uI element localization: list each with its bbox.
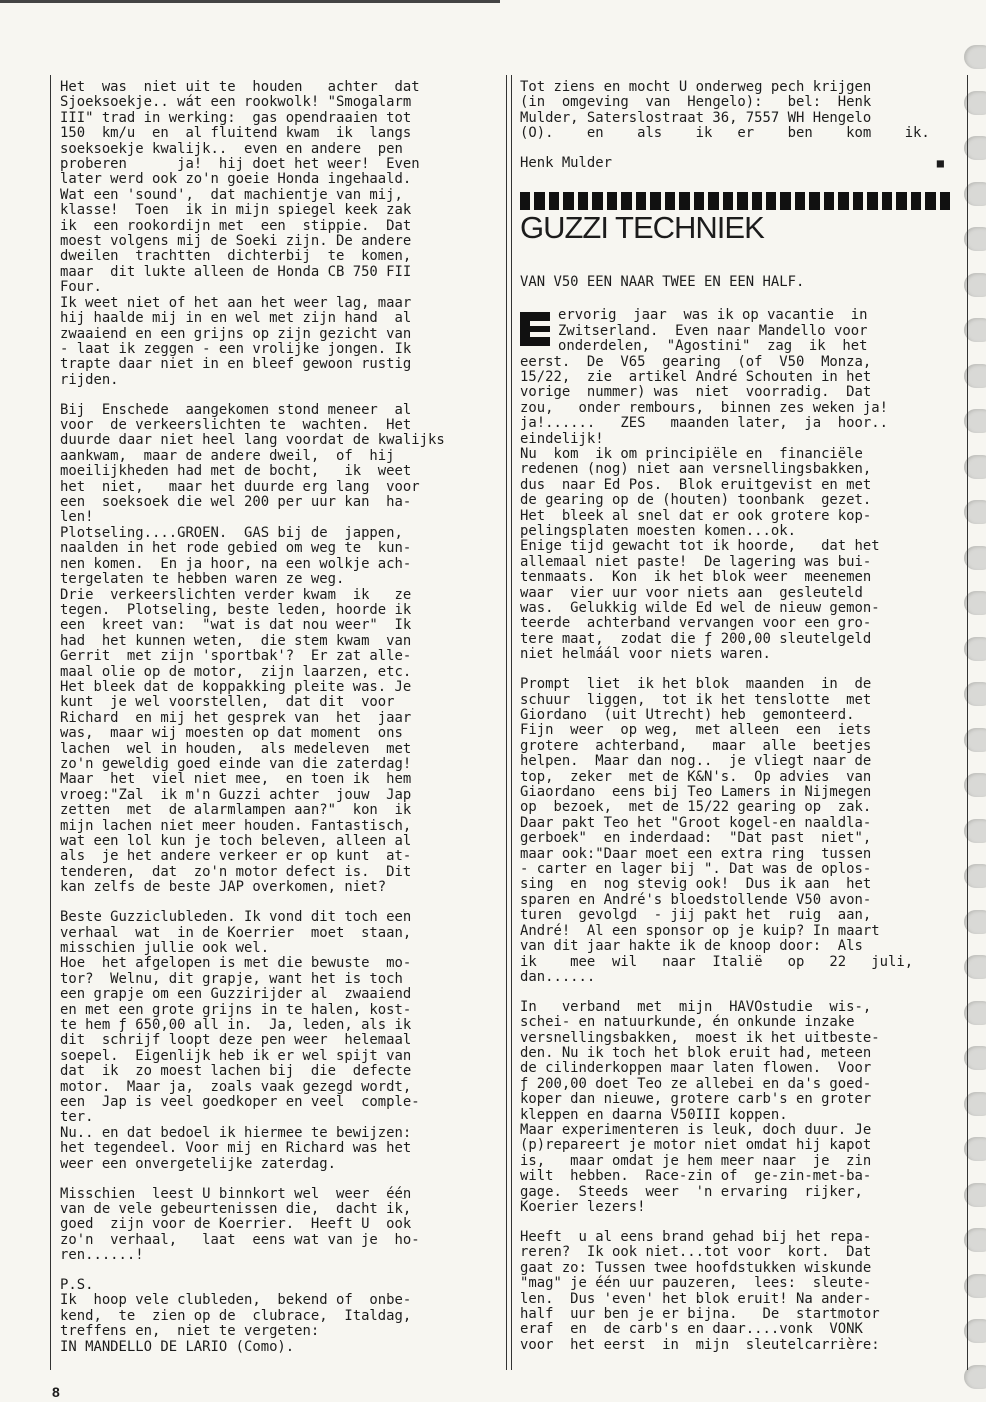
text-line: Giordano (uit Utrecht) heb gemonteerd. [520, 707, 855, 723]
text-line: dus naar Ed Pos. Blok eruitgevist en met [520, 476, 872, 493]
text-line: voor het eerst in mijn sleutelcarrière: [520, 1336, 880, 1353]
text-line: ik mee wil naar Italië op 22 juli, [520, 953, 914, 970]
stripe-block [708, 192, 718, 210]
text-line: te hem ƒ 650,00 all in. Ja, leden, als ik [60, 1016, 412, 1033]
paragraph [60, 80, 490, 388]
stripe-block [940, 192, 950, 210]
stripe-block [824, 192, 834, 210]
text-line: had het kunnen weten, die stem kwam van [60, 632, 412, 649]
text-line: tere maat, zodat die ƒ 200,00 sleutelgeld [520, 630, 872, 647]
text-line: versnellingsbakken, moest ik het uitbeste- [520, 1029, 880, 1046]
text-line: pelingsplaten moesten komen...ok. [520, 523, 796, 540]
text-line: ƒ 200,00 doet Teo ze allebei en da's goed- [520, 1075, 872, 1092]
stripe-block [795, 192, 805, 210]
right-column [520, 80, 950, 1368]
stripe-block [723, 192, 733, 210]
stripe-block [592, 192, 602, 210]
text-line: ter. [60, 1109, 94, 1126]
text-line: trapte daar niet in en bleef gewoon rustig [60, 356, 412, 373]
text-line: len. Dus 'even' het blok eruit! Na ander- [520, 1290, 872, 1307]
text-line: sing en nog stevig ook! Dus ik aan het [520, 876, 872, 893]
text-line: ren......! [60, 1247, 144, 1264]
text-line: half uur ben je er bijna. De startmotor [520, 1306, 880, 1323]
text-line: 150 km/u en al fluitend kwam ik langs [60, 125, 412, 142]
text-line: zo'n geweldig goed einde van die zaterdag! [60, 755, 412, 772]
paragraph [520, 1230, 950, 1353]
text-line: proberen ja! hij doet het weer! Even [60, 156, 420, 173]
text-line: schuur liggen, tot ik het tenslotte met [520, 691, 872, 708]
text-line: Richard en mij het gesprek van het jaar [60, 709, 412, 726]
stripe-block [549, 192, 559, 210]
binder-hole [964, 45, 986, 69]
paragraph [520, 80, 950, 142]
section-title: GUZZI TECHNIEK [520, 209, 764, 245]
stripe-block [607, 192, 617, 210]
text-line: gage. Steeds weer 'n ervaring rijker, [520, 1183, 863, 1200]
text-line: (p)repareert je motor niet omdat hij kapot [520, 1137, 872, 1154]
text-line: maar ook:"Daar moet een extra ring tussen [520, 845, 872, 862]
text-line: waar vier uur voor niets aan gesleuteld [520, 584, 863, 601]
text-line: (O). en als ik er ben kom ik. [520, 125, 930, 142]
text-line: Het bleek dat de koppakking pleite was. Je [60, 678, 412, 695]
text-line: was, maar wij moesten op dat moment ons [60, 725, 403, 742]
text-line: het niet, maar het duurde erg lang voor [60, 478, 420, 495]
text-line: later werd ook zo'n goeie Honda ingehaald. [60, 171, 412, 188]
stripe-block [896, 192, 906, 210]
text-line: was. Gelukkig wilde Ed wel de nieuw gemon- [520, 600, 880, 617]
text-line: 15/22, zie artikel André Schouten in het [520, 368, 872, 385]
text-line: Beste Guzziclubleden. Ik vond dit toch een [60, 909, 412, 926]
text-line: Nu kom ik om principiële en financiële [520, 446, 863, 462]
text-line: kleppen en daarna V50III koppen. [520, 1106, 788, 1123]
stripe-block [534, 192, 544, 210]
text-line: reren? Ik ook niet...tot voor kort. Dat [520, 1244, 872, 1261]
text-line: maar dit lukte alleen de Honda CB 750 FII [60, 263, 412, 280]
text-line: vorige nummer) was niet voorradig. Dat [520, 384, 872, 401]
text-line: - carter en lager bij ". Dat was de oplos- [520, 861, 872, 878]
text-line: kan zelfs de beste JAP overkomen, niet? [60, 879, 387, 896]
stripe-block [809, 192, 819, 210]
paragraph [60, 403, 490, 896]
text-line: Wat een 'sound', dat machientje van mij, [60, 186, 403, 203]
text-line: zo'n verhaal, laat eens wat van je ho- [60, 1231, 420, 1248]
text-line: redenen (nog) niet aan versnellingsbakken, [520, 461, 872, 478]
text-line: kunt je wel voorstellen, dat dit voor [60, 694, 395, 711]
text-line: een soeksoek die wel 200 per uur kan ha- [60, 494, 412, 511]
text-line: helpen. Maar dan nog.. je vliegt naar de [520, 753, 872, 770]
stripe-block [766, 192, 776, 210]
text-line: Koerier lezers! [520, 1199, 646, 1216]
text-line: teerde achterband vervangen voor een gro- [520, 615, 872, 632]
text-line: tegen. Plotseling, beste leden, hoorde ik [60, 601, 412, 618]
stripe-block [694, 192, 704, 210]
paragraph [520, 677, 950, 985]
text-line: IN MANDELLO DE LARIO (Como). [60, 1338, 295, 1355]
text-line: (in omgeving van Hengelo): bel: Henk [520, 94, 872, 111]
text-line: gerboek" en inderdaad: "Dat past niet", [520, 830, 872, 847]
text-line: zetten met de alarmlampen aan?" kon ik [60, 802, 412, 819]
paragraph [520, 1000, 950, 1216]
article-first-paragraph [520, 308, 950, 662]
article-subtitle: VAN V50 EEN NAAR TWEE EN EEN HALF. [520, 273, 805, 290]
text-line: schei- en natuurkunde, én onkunde inzake [520, 1014, 855, 1031]
text-line: kend, te zien op de clubrace, Italdag, [60, 1307, 412, 1324]
text-line: Heeft u al eens brand gehad bij het repa- [520, 1229, 872, 1245]
text-line: dat ik zo moest lachen bij die defecte [60, 1063, 412, 1080]
text-line: Hoe het afgelopen is met die bewuste mo- [60, 955, 412, 972]
text-line: moeilijkheden had met de bocht, ik weet [60, 463, 412, 480]
text-line: Nu.. en dat bedoel ik hiermee te bewijzen: [60, 1124, 412, 1141]
author-line: Henk Mulder ■ [520, 155, 944, 172]
text-line: rijden. [60, 371, 119, 388]
text-line: als je het andere verkeer er op kunt at- [60, 848, 412, 865]
text-line: tergelaten te hebben waren ze weg. [60, 571, 345, 588]
text-line: voor de verkeerslichten te wachten. Het [60, 417, 412, 434]
stripe-block [737, 192, 747, 210]
text-line: gaat zo: Tussen twee hoofdstukken wiskunde [520, 1259, 872, 1276]
text-line: goed zijn voor de Koerrier. Heeft U ook [60, 1216, 412, 1233]
stripe-block [578, 192, 588, 210]
text-line: ervorig jaar was ik op vacantie in [558, 307, 868, 324]
text-line: top, zeker met de K&N's. Op advies van [520, 768, 872, 785]
text-line: zou, onder rembours, binnen zes weken ja! [520, 399, 888, 416]
text-line: motor. Maar ja, zoals vaak gezegd wordt, [60, 1078, 412, 1095]
text-line: moest volgens mij de Soeki zijn. De andere [60, 233, 412, 250]
text-line: sparen en André's bloedstollende V50 avon- [520, 891, 872, 908]
text-line: Drie verkeerslichten verder kwam ik ze [60, 586, 412, 603]
text-line: Mulder, Saterslostraat 36, 7557 WH Hengelo [520, 109, 872, 126]
paragraph [60, 910, 490, 1172]
text-line: grotere achterband, maar alle beetjes [520, 737, 872, 754]
end-mark-icon: ■ [936, 156, 944, 171]
text-line: onderdelen, "Agostini" zag ik het [558, 338, 868, 355]
text-line: eraf en de carb's en daar....vonk VONK [520, 1321, 863, 1338]
text-line: Giaordano eens bij Teo Lamers in Nijmegen [520, 784, 872, 801]
text-line: Sjoeksoekje.. wát een rookwolk! "Smogalarm [60, 94, 412, 111]
text-line: soeksoekje kwalijk.. even en andere pen [60, 140, 403, 157]
text-line: niet helmáál voor niets waren. [520, 646, 771, 663]
text-line: eindelijk! [520, 430, 604, 447]
dropcap-e-icon [520, 312, 550, 346]
page-number: 8 [52, 1384, 60, 1400]
text-line: weer een onvergetelijke zaterdag. [60, 1155, 336, 1172]
text-line: de cilinderkoppen maar laten flowen. Voor [520, 1060, 872, 1077]
text-line: Four. [60, 279, 102, 296]
text-line: een grapje om een Guzzirijder al zwaaiend [60, 986, 412, 1003]
text-line: duurde daar niet heel lang voordat de kwalijks [60, 432, 445, 449]
stripe-block [882, 192, 892, 210]
text-line: treffens en, niet te vergeten: [60, 1323, 320, 1340]
text-line: Ik weet niet of het aan het weer lag, maar [60, 294, 412, 311]
text-line: hij haalde mij in en wel met zijn hand al [60, 310, 412, 327]
text-line: P.S. [60, 1277, 94, 1294]
stripe-block [911, 192, 921, 210]
text-line: nen komen. En ja hoor, na een wolkje ach- [60, 555, 412, 572]
paragraph [60, 1278, 490, 1355]
text-line: den. Nu ik toch het blok eruit had, meteen [520, 1045, 872, 1062]
text-line: Zwitserland. Even naar Mandello voor [558, 322, 868, 339]
text-line: dweilen trachtten dichterbij te komen, [60, 248, 412, 265]
text-line: Misschien leest U binnkort wel weer één [60, 1185, 412, 1202]
text-line: zwaaiend en een grijns op zijn gezicht van [60, 325, 412, 342]
stripe-block [621, 192, 631, 210]
text-line: Plotseling....GROEN. GAS bij de jappen, [60, 524, 403, 541]
stripe-block [520, 192, 530, 210]
text-line: Bij Enschede aangekomen stond meneer al [60, 401, 412, 418]
text-line: maal olie op de motor, zijn laarzen, etc. [60, 663, 412, 680]
text-line: Enige tijd gewacht tot ik hoorde, dat het [520, 538, 880, 555]
separator-stripe [520, 192, 950, 210]
text-line: Maar het viel niet mee, en toen ik hem [60, 771, 412, 788]
text-line: aankwam, maar de andere dweil, of hij [60, 447, 395, 464]
text-line: ik een rookordijn met een stippie. Dat [60, 217, 412, 234]
text-line: het tegendeel. Voor mij en Richard was het [60, 1140, 412, 1157]
text-line: Ik hoop vele clubleden, bekend of onbe- [60, 1292, 412, 1309]
text-line: soepel. Eigenlijk heb ik er wel spijt van [60, 1047, 412, 1064]
stripe-block [853, 192, 863, 210]
stripe-block [679, 192, 689, 210]
text-line: mijn lachen niet meer houden. Fantastisch, [60, 817, 412, 834]
stripe-block [563, 192, 573, 210]
text-line: de gearing op de (houten) toonbank gezet. [520, 492, 872, 509]
text-line: is, maar omdat je hem meer naar je zin [520, 1152, 872, 1169]
text-line: vroeg:"Zal ik m'n Guzzi achter jouw Jap [60, 786, 412, 803]
top-rule [0, 0, 500, 3]
text-line: tor? Welnu, dit grapje, want het is toch [60, 970, 403, 987]
text-line: Tot ziens en mocht U onderweg pech krijgen [520, 79, 872, 95]
text-line: tenmaats. Kon ik het blok weer meenemen [520, 569, 872, 586]
text-line: In verband met mijn HAVOstudie wis-, [520, 998, 872, 1015]
text-line: Het bleek al snel dat er ook grotere kop- [520, 507, 872, 524]
text-line: allemaal niet paste! De lagering was bui- [520, 553, 872, 570]
text-line: Fijn weer op weg, met alleen een iets [520, 722, 872, 739]
text-line: misschien jullie ook wel. [60, 939, 270, 956]
stripe-block [867, 192, 877, 210]
text-line: van de vele gebeurtenissen die, dacht ik, [60, 1200, 412, 1217]
text-line: en met een grote grijns in te halen, kost- [60, 1001, 412, 1018]
text-line: André! Al een sponsor op je kuip? In maart [520, 922, 880, 939]
text-line: Maar experimenteren is leuk, doch duur. Je [520, 1122, 872, 1139]
text-line: Gerrit met zijn 'sportbak'? Er zat alle- [60, 648, 412, 665]
stripe-block [780, 192, 790, 210]
text-line: - laat ik zeggen - een vrolijke jongen. Ik [60, 340, 412, 357]
text-line: turen gevolgd - jij pakt het ruig aan, [520, 907, 872, 924]
stripe-block [838, 192, 848, 210]
text-line: Het was niet uit te houden achter dat [60, 79, 420, 95]
text-line: dit schrijf loopt deze pen weer helemaal [60, 1032, 412, 1049]
text-line: dan...... [520, 968, 596, 985]
text-line: ja!...... ZES maanden later, ja hoor.. [520, 415, 888, 432]
stripe-block [650, 192, 660, 210]
text-line: Prompt liet ik het blok maanden in de [520, 676, 872, 693]
text-line: tenderen, dat zo'n motor defect is. Dit [60, 863, 412, 880]
text-line: een Jap is veel goedkoper en veel comple- [60, 1094, 420, 1110]
text-line: koper dan nieuwe, grotere carb's en groter [520, 1091, 872, 1108]
text-line: van dit jaar hakte ik de knoop door: Als [520, 938, 863, 955]
paragraph [60, 1187, 490, 1264]
text-line: klasse! Toen ik in mijn spiegel keek zak [60, 202, 412, 219]
text-line: verhaal wat in de Koerrier moet staan, [60, 924, 412, 941]
text-line: lachen wel in houden, als medeleven met [60, 740, 412, 757]
text-line: "mag" je één uur pauzeren, lees: sleute- [520, 1275, 872, 1292]
text-line: wat een lol kun je toch beleven, alleen al [60, 833, 412, 849]
text-line: naalden in het rode gebied om weg te kun- [60, 540, 412, 557]
text-line: eerst. De V65 gearing (of V50 Monza, [520, 353, 872, 370]
stripe-block [752, 192, 762, 210]
text-line: op bezoek, met de 15/22 gearing op zak. [520, 799, 872, 816]
stripe-block [925, 192, 935, 210]
text-line: een kreet van: "wat is dat nou weer" Ik [60, 617, 412, 634]
text-line: wilt hebben. Race-zin of ge-zin-met-ba- [520, 1168, 872, 1185]
left-column [60, 80, 490, 1370]
text-line: len! [60, 509, 94, 526]
stripe-block [636, 192, 646, 210]
stripe-block [665, 192, 675, 210]
text-line: III" trad in werking: gas opendraaien tot [60, 109, 412, 126]
text-line: Daar pakt Teo het "Groot kogel-en naaldla- [520, 814, 872, 831]
